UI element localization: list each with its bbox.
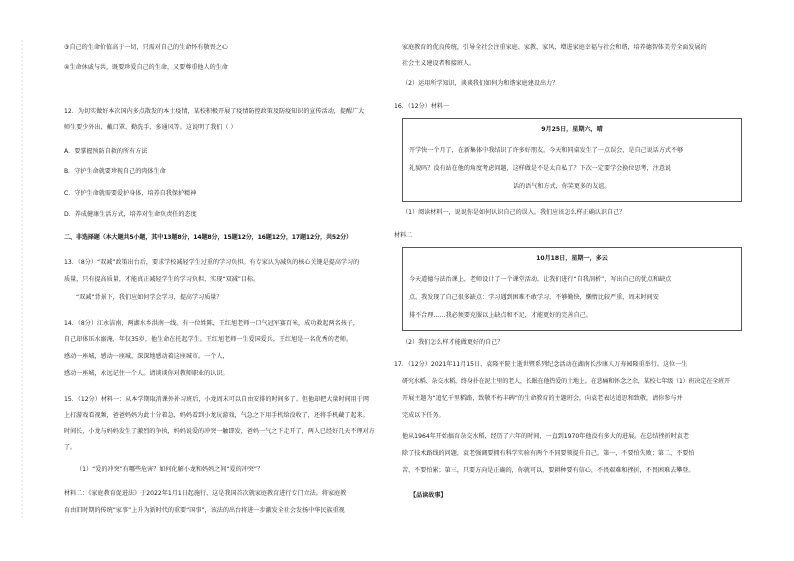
diary-1-date: 9月25日，星期六，晴 [541,126,603,133]
q15-line-2: 上打游戏看视频，爸爸妈妈为此十分着急，妈妈看到小龙玩游戏，气急之下用手机给没收了，还将手机藏了起来。 [64,412,369,419]
q14-line-1: 14．（8分）江永洁南，两湖水乡洪南一线。有一位姓陈，王红旭老师一口气冠军赛百米，成功救起两名孩子， [64,320,359,327]
q17-line-2: 研究水稻、杂交水稻，终身扑在泥土里的老人，长眠在他热爱的土地上。在悲痛和怀念之余，某校七年级（1）班决定在全班开 [402,378,730,385]
right-column [394,0,742,561]
section-2-header: 二、非选择题（本大题共5小题，其中13题8分，14题8分，15题12分，16题12分，17题12分，共52分） [64,234,352,241]
binding-margin [0,0,28,561]
q15-line-1: 15．（12分）材料一：从本学期取消课外补习班后，小龙周末可以自由安排的时间多了。但他却把大量时间用于网 [64,396,369,403]
q15-material-2-line-1: 材料二：《家庭教育促进法》于2022年1月1日起施行，这是我国首次就家庭教育进行专门立法。将家庭教 [64,490,347,497]
q13-question: “双减”背景下，我们应如何学会学习，提高学习质量？ [76,294,223,301]
q17-body-line-1: 他从1964年开始搞育杂交水稻，经历了六年的时间，一直到1970年他没有多大的进展。在总结挫折时袁老 [402,433,689,440]
q16-header: 16．（12分）材料一 [394,103,450,110]
q14-line-4: 感动一座城，永远记住一个人。请谈谈你对教师职业的认识。 [64,370,229,377]
q11-option-3: ③自己的生命价值高于一切，只需对自己的生命怀有敬畏之心 [64,44,228,51]
q17-line-1: 17．（12分）2021年11月15日，袁隆平院士逝世暨系列纪念活动在湖南长沙康人万寿园隆重举行。这位一生 [394,361,688,368]
q17-line-3: 开展主题为“追忆千里稻路，致敬不朽丰碑”的生命教育的主题班会，向袁老表达追思和致敬，请你参与并 [402,395,683,402]
diary-box-1 [402,118,742,202]
q12-option-d: D．养成健康生活方式，培养对生命负责任的态度 [64,211,197,218]
diary-2-date: 10月18日，星期一，多云 [536,255,608,262]
q12-option-c: C．守护生命就需要爱护身体，培养自我保护精神 [64,190,197,197]
story-section-label: 【品读故事】 [410,492,447,499]
diary-1-line-1: 开学快一个月了，在新集体中我结识了许多好朋友。今天和同桌发生了一点误会，是自己说话方式不够 [409,147,684,154]
diary-2-line-3: 排不合理……我必须要克服以上缺点和不足，才能更好的完善自己。 [409,312,592,319]
q17-body-line-2: 除了技术路线的问题，袁老强调要拥有科学实验有两个不同要领提升自己。第一，不要怕失败；第二，不要怕 [402,450,695,457]
q15-cont-line-1: 家庭教育的优良传统，引导全社会注重家庭、家教、家风，增进家庭幸福与社会和谐，培养德智体美劳全面发展的 [402,44,707,51]
diary-2-line-2: 点。我发现了自己很多缺点：学习遇到困难不敢学习，不够勤快，懒惰比较严重，周末时间安 [409,294,659,301]
q15-material-2-line-2: 育由旧时期的传统“家事”上升为新时代的重要“国事”，该法的出台将进一步激发全社会发扬中华民族重视 [64,507,345,514]
diary-1-line-3: 话的语气和方式，你笑更多的友谊。 [513,183,611,190]
q14-line-3: 感动一座城，感动一座城，深深地感动着这座城市。一个人， [64,353,229,360]
q13-line-2: 质量，只有提高质量，才能真正减轻学生的学习负担，实现“双减”目标。 [64,276,260,283]
q15-cont-line-2: 社会主义建设者和接班人。 [402,60,476,67]
q16-sub-1: （1）阅读材料一，说说你是如何认识自己的误入。我们应该怎么样正确认识自己？ [402,209,626,216]
q12-option-b: B．守护生命就要珍视自己的肉体生命 [64,168,166,175]
q13-line-1: 13．（8分）“双减”政策出台后，要求学校减轻学生过重的学习负担。有专家认为减负的核心关键是提高学习的 [64,259,360,266]
q17-line-4: 完成以下任务。 [402,412,445,419]
material-2-label: 材料二 [394,232,413,239]
q16-sub-2: （2）我们怎么样才能做更好的自己？ [402,339,504,346]
q15-line-3: 时间长，小龙与妈妈发生了激烈的争执，妈妈说爱的冲突一触即发，爸妈一气之下走开了，两人已经好几天不理对方 [64,428,375,435]
q12-stem-line-2: 师生要少外出、戴口罩、勤洗手、多通风等。这说明了我们（ ） [64,124,237,131]
q15-line-4: 了。 [64,444,77,451]
q11-option-4: ④生命休戚与共，既要珍爱自己的生命，又要尊重他人的生命 [64,64,228,71]
diary-2-line-1: 今天道德与法治课上，老师设计了一个课堂活动，让我们进行“自我剖析”，写出自己的优点和缺点 [409,276,672,283]
diary-box-2 [402,247,742,331]
left-column [64,0,382,561]
q15-sub-1: （1）“爱的冲突”有哪些危害？如何化解小龙和妈妈之间“爱的冲突”？ [76,466,264,473]
q14-line-2: 自己却体压水溺淹，年仅35岁，他生命在托起学生。王红旭老师一生爱国爱兵，王红旭是一名优秀的老师。 [64,336,353,343]
q12-option-a: A．要掌握预防自救的所有方法 [64,148,148,155]
q12-stem-line-1: 12．为切实做好本次国内多点散发的本土疫情，某校积极开展了疫情防控政策及防疫知识的宣传活动，提醒广大 [64,108,365,115]
q17-body-line-3: 苦，不要怕累；第三，只要方向是正确的，你就可以，要耕种要有信心，不畏艰难和挫折，不畏困难去攀登。 [402,467,695,474]
diary-1-line-2: 礼貌吗？没有站在他的角度考虑问题，这样做是不是太自私了？下次一定要学会换位思考，注意说 [409,165,672,172]
q15-sub-2: （2）运用所学知识，谈谈我们如何为和谐家庭建设出力？ [402,80,559,87]
